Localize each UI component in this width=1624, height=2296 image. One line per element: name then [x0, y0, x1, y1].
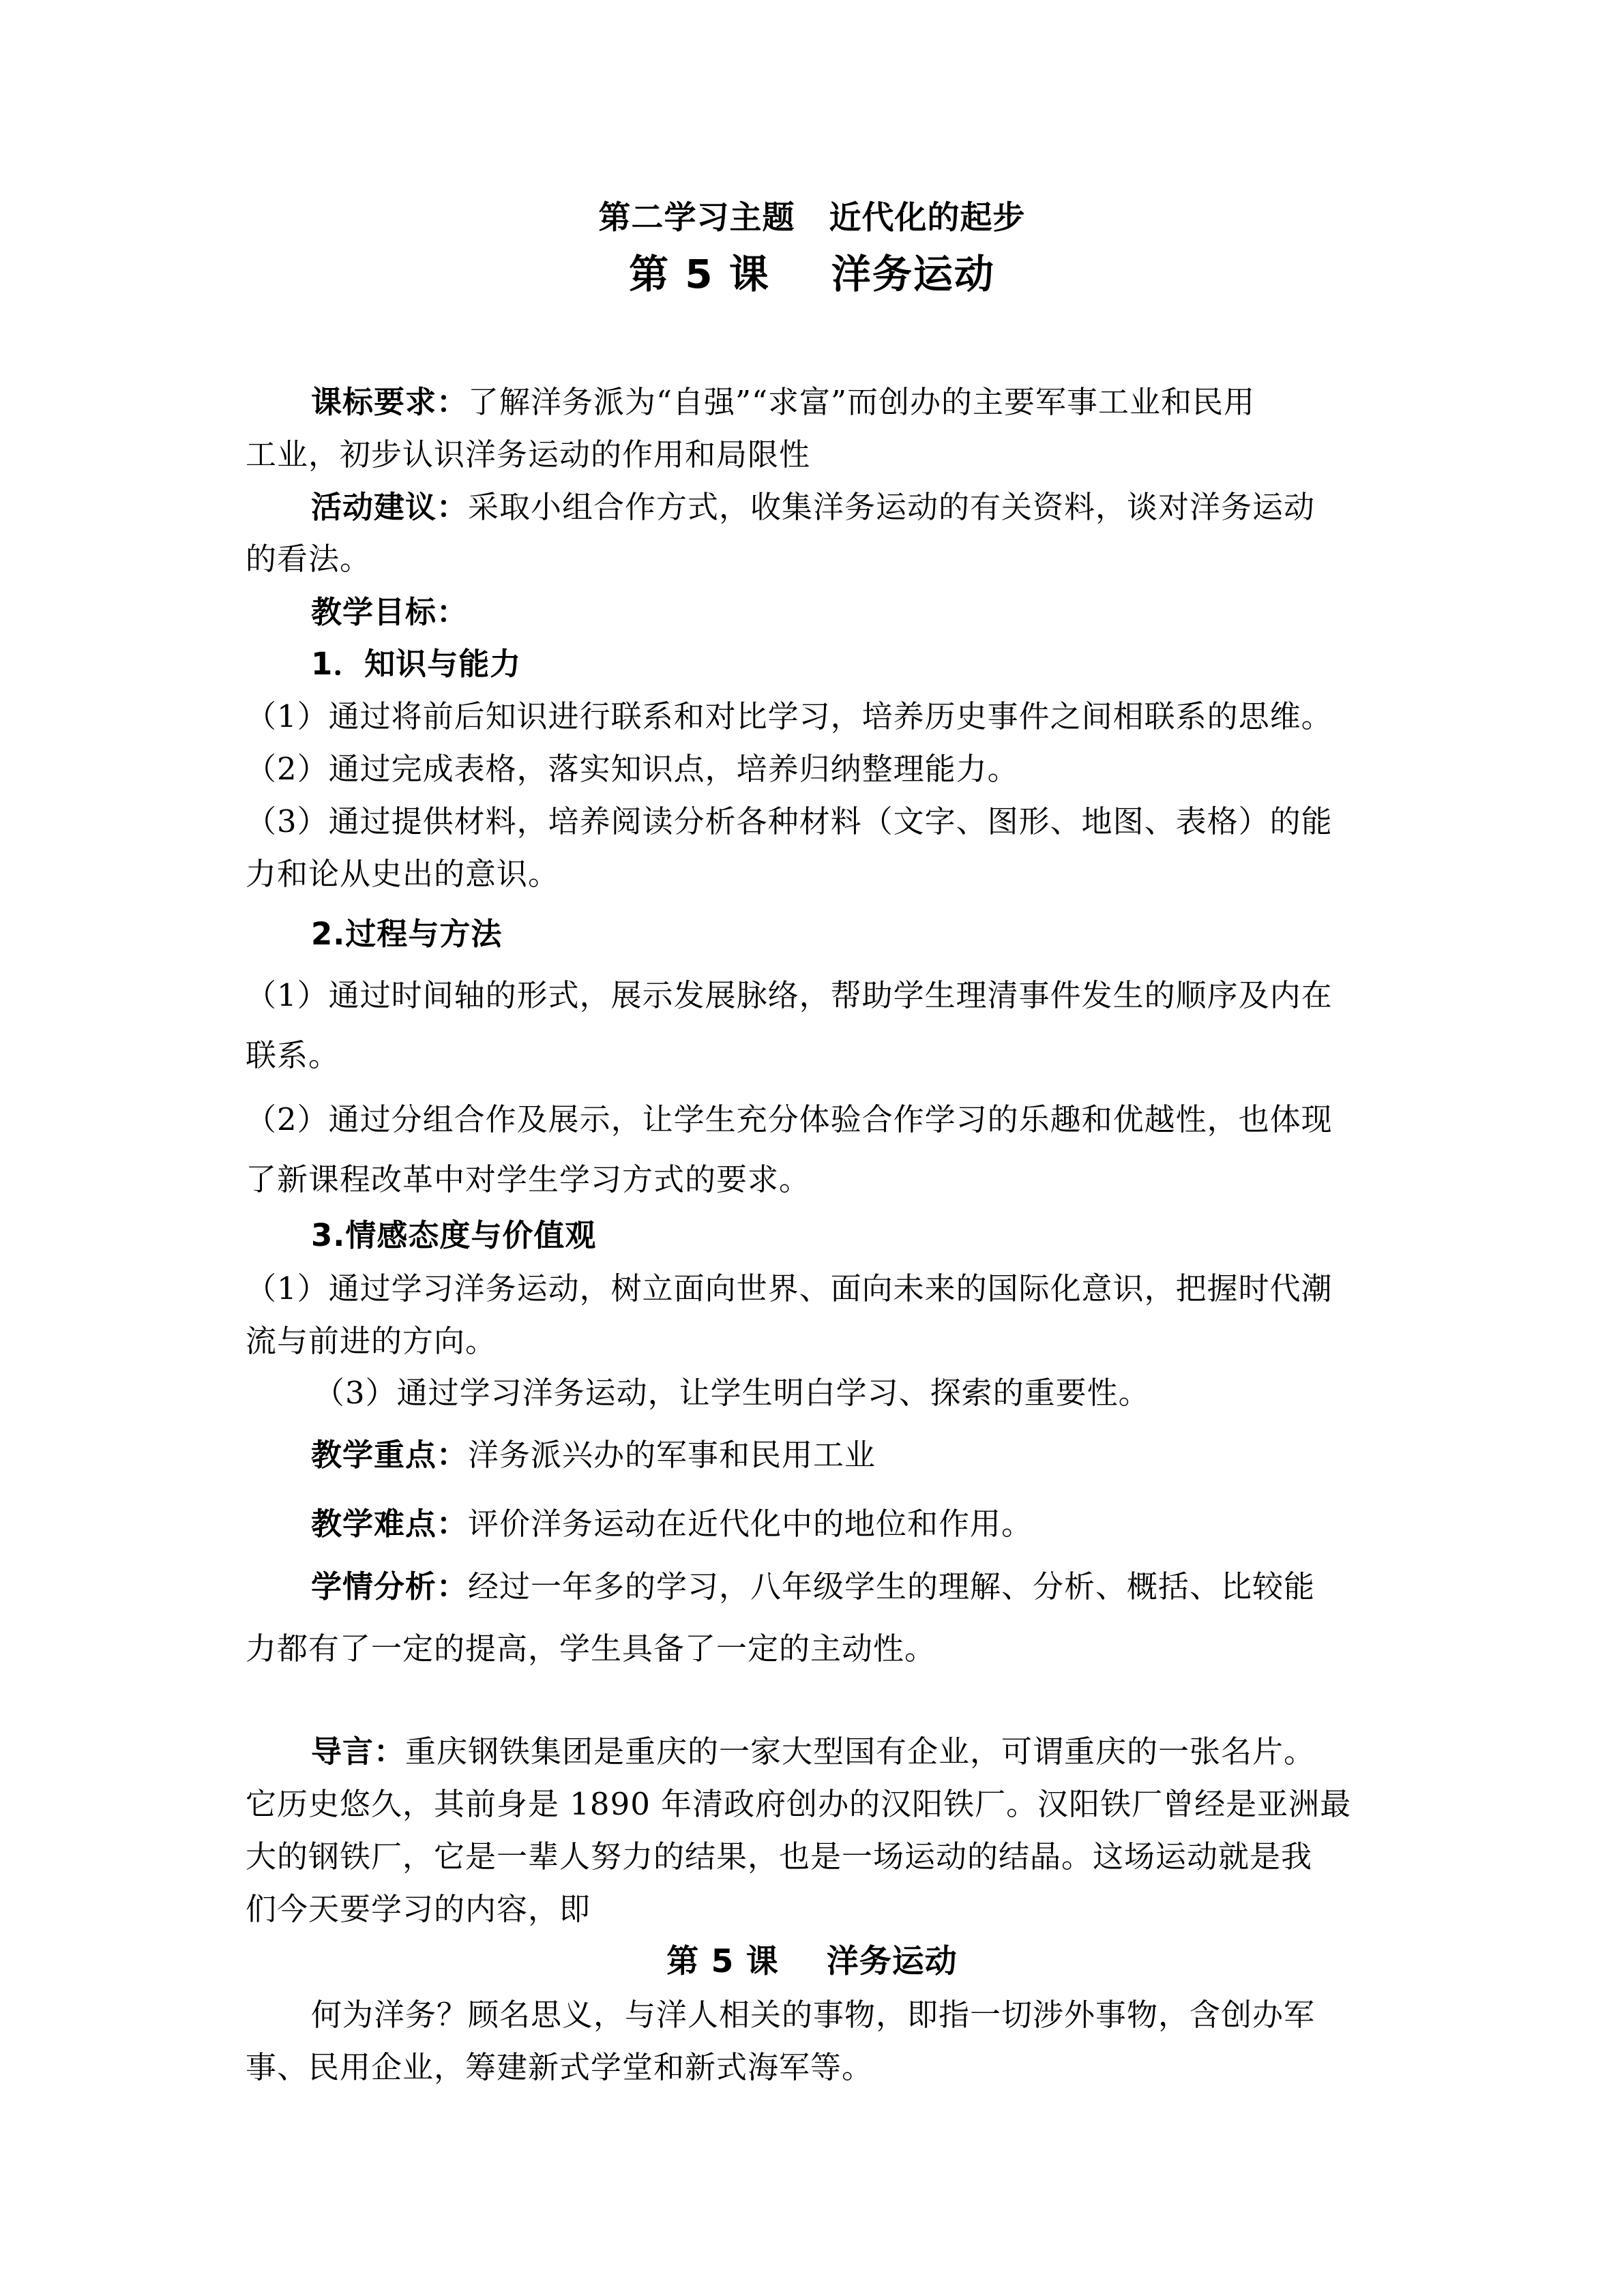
intro-text-1: 重庆钢铁集团是重庆的一家大型国有企业，可谓重庆的一张名片。 — [405, 1733, 1316, 1770]
lesson-subheading — [0, 1941, 1624, 1982]
knowledge-item-2: （2）通过完成表格，落实知识点，培养归纳整理能力。 — [246, 751, 1019, 787]
theme-number: 第二学习主题 — [598, 199, 795, 237]
activity-line-1 — [311, 487, 1315, 528]
activity-label: 活动建议： — [311, 489, 469, 525]
difficulty-label: 教学难点： — [311, 1506, 469, 1542]
curriculum-line-1 — [311, 382, 1255, 423]
definition-line-2: 事、民用企业，筹建新式学堂和新式海军等。 — [246, 2049, 874, 2085]
process-item-1a: （1）通过时间轴的形式，展示发展脉络，帮助学生理清事件发生的顺序及内在 — [246, 977, 1333, 1013]
analysis-line-2: 力都有了一定的提高，学生具备了一定的主动性。 — [246, 1630, 936, 1667]
emotion-item-1a: （1）通过学习洋务运动，树立面向世界、面向未来的国际化意识，把握时代潮 — [246, 1270, 1333, 1307]
theme-title: 近代化的起步 — [829, 199, 1026, 237]
analysis-label: 学情分析： — [311, 1568, 469, 1605]
key-point-line — [311, 1435, 876, 1476]
knowledge-item-1: （1）通过将前后知识进行联系和对比学习，培养历史事件之间相联系的思维。 — [246, 698, 1333, 734]
difficulty-text: 评价洋务运动在近代化中的地位和作用。 — [468, 1506, 1033, 1542]
curriculum-text-1: 了解洋务派为“自强”“求富”而创办的主要军事工业和民用 — [468, 384, 1256, 420]
intro-line-2: 它历史悠久，其前身是 1890 年清政府创办的汉阳铁厂。汉阳铁厂曾经是亚洲最 — [246, 1786, 1352, 1822]
key-point-label: 教学重点： — [311, 1437, 469, 1473]
intro-line-4: 们今天要学习的内容，即 — [246, 1891, 591, 1927]
analysis-line-1 — [311, 1566, 1315, 1607]
intro-line-1 — [311, 1731, 1315, 1772]
emotion-item-1b: 流与前进的方向。 — [246, 1323, 497, 1359]
goals-label: 教学目标： — [311, 594, 469, 630]
emotion-item-3: （3）通过学习洋务运动，让学生明白学习、探索的重要性。 — [314, 1375, 1150, 1411]
definition-line-1: 何为洋务？顾名思义，与洋人相关的事物，即指一切涉外事物，含创办军 — [311, 1997, 1316, 2033]
intro-label: 导言： — [311, 1733, 406, 1770]
activity-text-1: 采取小组合作方式，收集洋务运动的有关资料，谈对洋务运动 — [468, 489, 1316, 525]
knowledge-item-3b: 力和论从史出的意识。 — [246, 856, 560, 892]
difficulty-line — [311, 1504, 1033, 1545]
key-point-text: 洋务派兴办的军事和民用工业 — [468, 1437, 876, 1473]
section-process-title: 2.过程与方法 — [311, 916, 503, 952]
lesson-heading — [0, 251, 1624, 297]
lesson-title: 洋务运动 — [831, 251, 995, 297]
intro-line-3: 大的钢铁厂，它是一辈人努力的结果，也是一场运动的结晶。这场运动就是我 — [246, 1838, 1313, 1875]
analysis-text-1: 经过一年多的学习，八年级学生的理解、分析、概括、比较能 — [468, 1568, 1316, 1605]
process-item-1b: 联系。 — [246, 1037, 340, 1073]
section-emotion-title: 3.情感态度与价值观 — [311, 1217, 597, 1253]
lesson-number: 第 5 课 — [629, 251, 770, 297]
lesson-repeat-title: 洋务运动 — [826, 1943, 958, 1980]
curriculum-line-2: 工业，初步认识洋务运动的作用和局限性 — [246, 436, 811, 473]
curriculum-label: 课标要求： — [311, 384, 469, 420]
lesson-repeat-number: 第 5 课 — [666, 1943, 779, 1980]
knowledge-item-3a: （3）通过提供材料，培养阅读分析各种材料（文字、图形、地图、表格）的能 — [246, 803, 1333, 839]
activity-line-2: 的看法。 — [246, 541, 372, 577]
theme-heading — [0, 198, 1624, 239]
section-knowledge-title: 1．知识与能力 — [311, 646, 522, 682]
process-item-2b: 了新课程改革中对学生学习方式的要求。 — [246, 1161, 811, 1197]
process-item-2a: （2）通过分组合作及展示，让学生充分体验合作学习的乐趣和优越性，也体现 — [246, 1101, 1333, 1137]
